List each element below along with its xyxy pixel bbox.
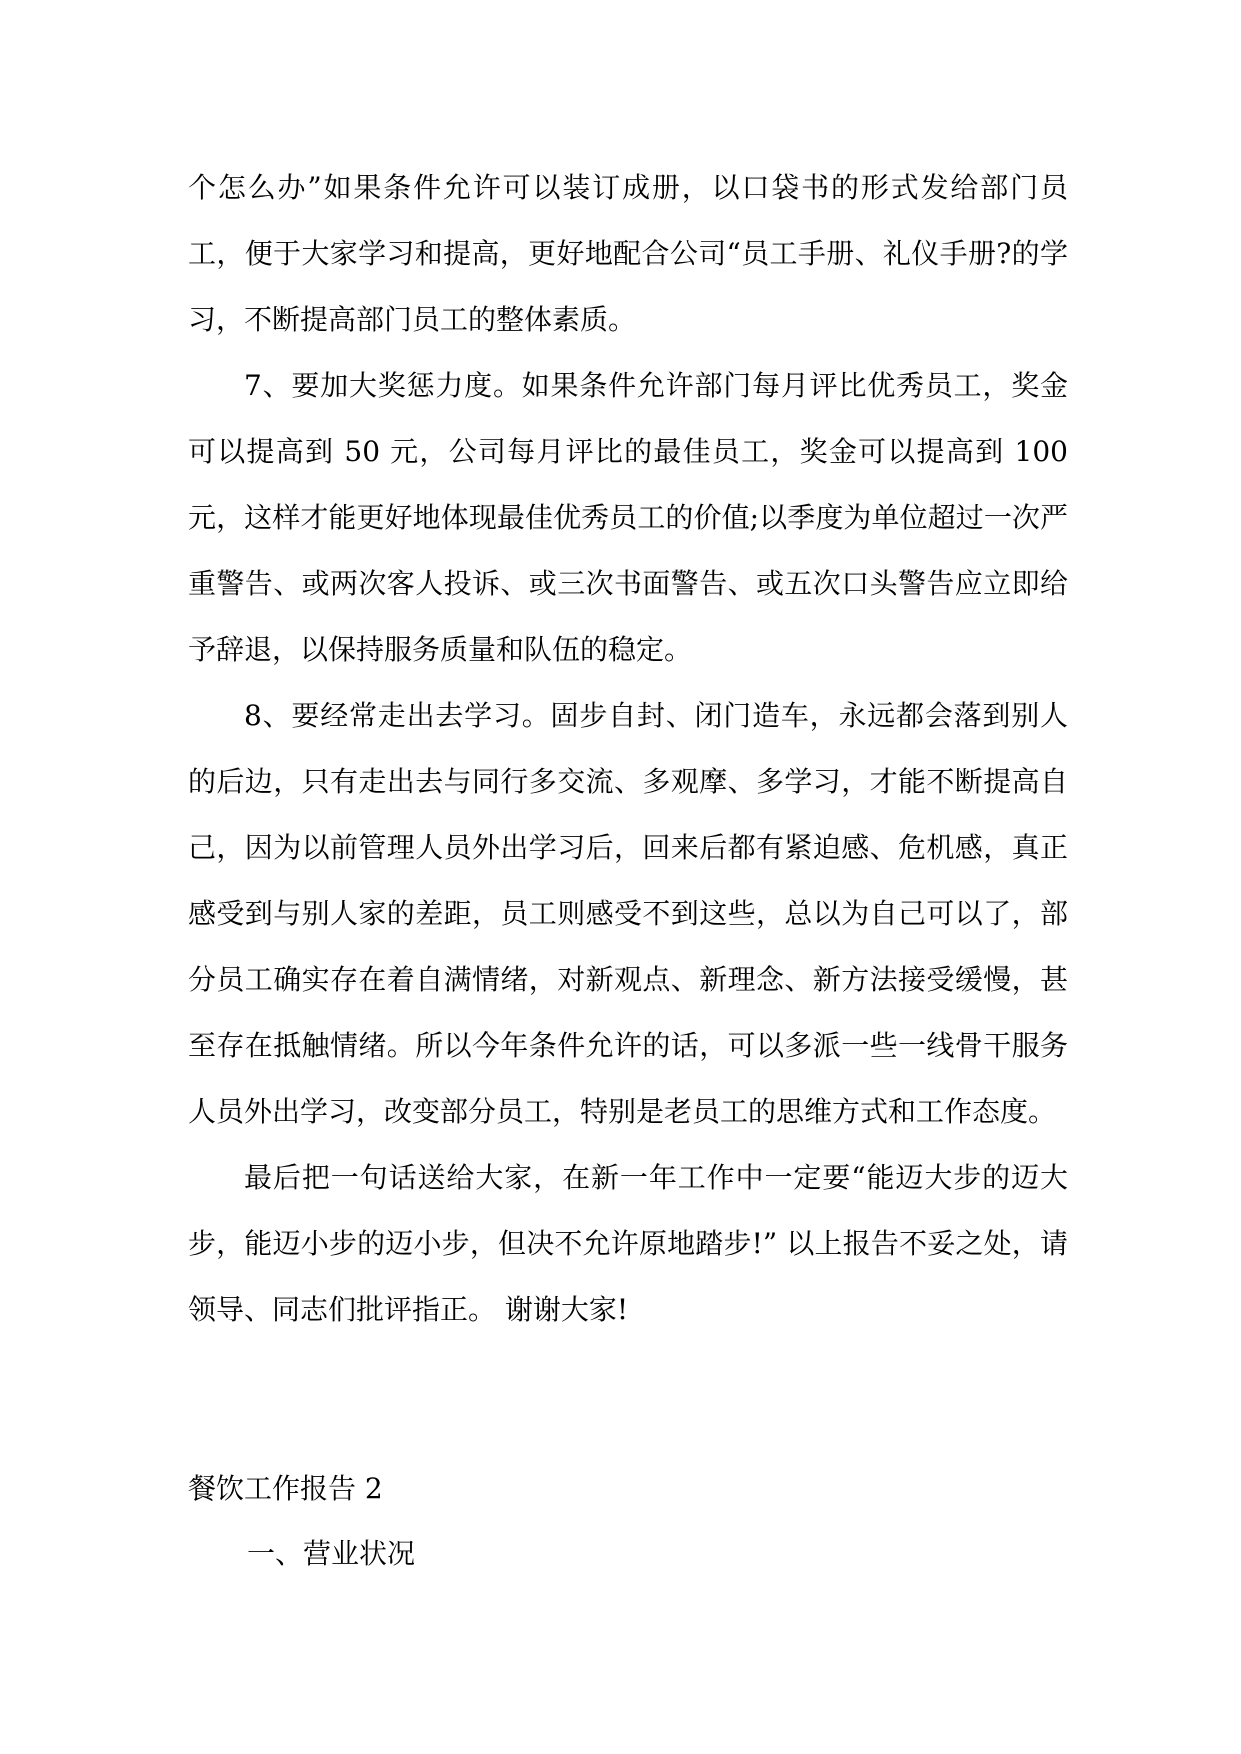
subsection-title: 一、营业状况 [247, 1537, 416, 1570]
document-body [188, 155, 1068, 1343]
paragraph-item-7: 7、要加大奖惩力度。如果条件允许部门每月评比优秀员工，奖金可以提高到 50 元，公司每月评比的最佳员工，奖金可以提高到 100 元，这样才能更好地体现最佳优秀员工的价值;以季度为单位超过一次严重警告、或两次客人投诉、或三次书面警告、或五次口头警告应立即给予辞退，以保持服务质量和队伍的稳定。 [188, 369, 1068, 666]
paragraph-continuation: 个怎么办”如果条件允许可以装订成册，以口袋书的形式发给部门员工，便于大家学习和提高，更好地配合公司“员工手册、礼仪手册?的学习，不断提高部门员工的整体素质。 [188, 171, 1068, 336]
paragraph-item-8: 8、要经常走出去学习。固步自封、闭门造车，永远都会落到别人的后边，只有走出去与同行多交流、多观摩、多学习，才能不断提高自己，因为以前管理人员外出学习后，回来后都有紧迫感、危机感，真正感受到与别人家的差距，员工则感受不到这些，总以为自己可以了，部分员工确实存在着自满情绪，对新观点、新理念、新方法接受缓慢，甚至存在抵触情绪。所以今年条件允许的话，可以多派一些一线骨干服务人员外出学习，改变部分员工，特别是老员工的思维方式和工作态度。 [188, 699, 1068, 1128]
section-title: 餐饮工作报告 2 [188, 1472, 383, 1505]
paragraph-closing: 最后把一句话送给大家，在新一年工作中一定要“能迈大步的迈大步，能迈小步的迈小步，但决不允许原地踏步!” 以上报告不妥之处，请领导、同志们批评指正。 谢谢大家! [188, 1161, 1068, 1326]
